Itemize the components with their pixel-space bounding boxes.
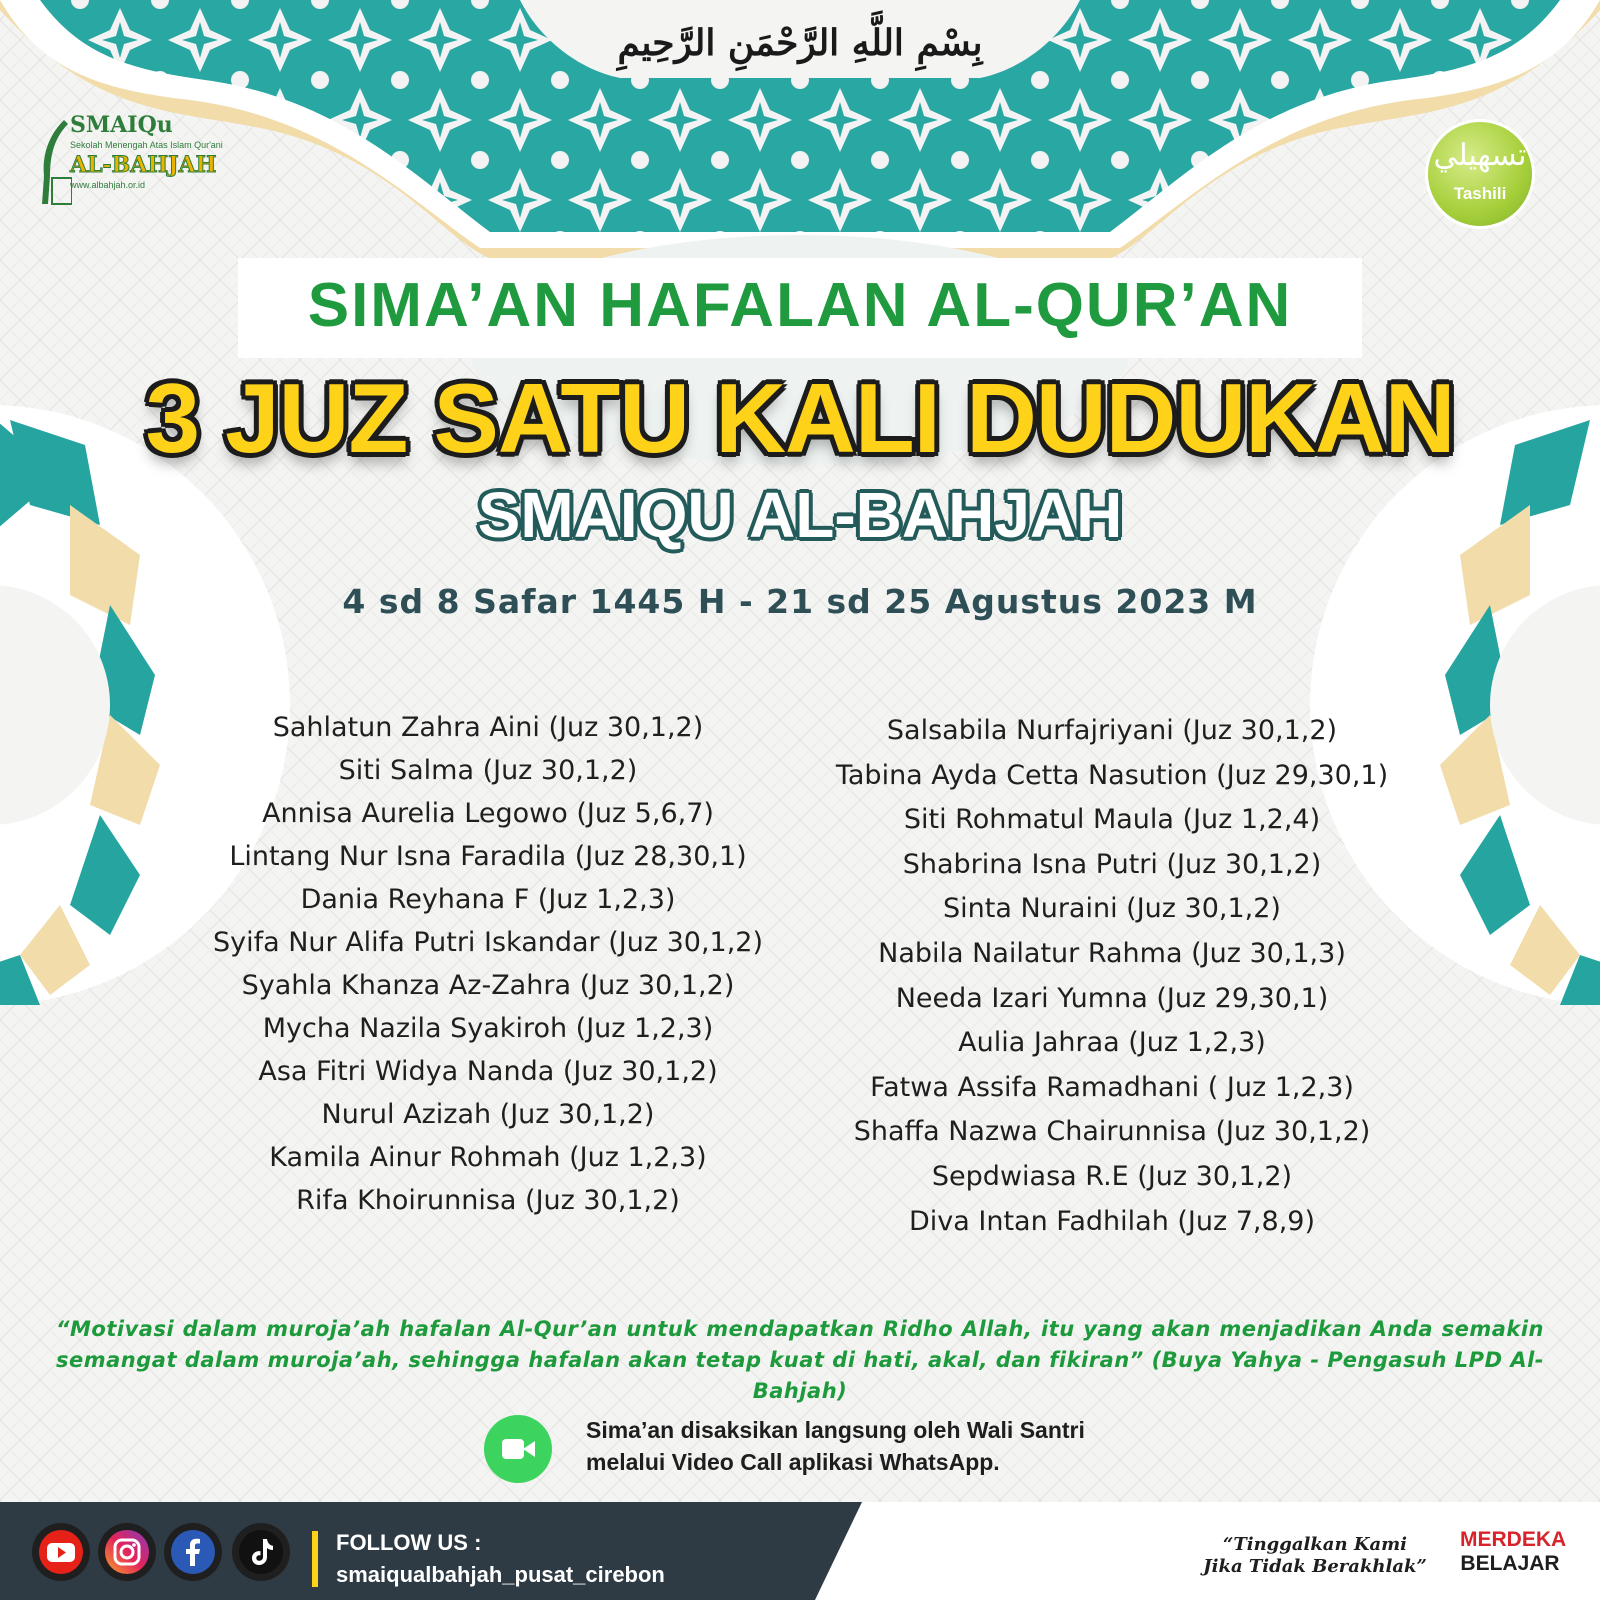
list-item: Siti Salma (Juz 30,1,2): [338, 755, 638, 786]
youtube-icon[interactable]: [32, 1523, 90, 1581]
merdeka-belajar-logo-line1: MERDEKA: [1460, 1528, 1567, 1551]
tashili-logo: [1428, 122, 1532, 226]
list-item: Kamila Ainur Rohmah (Juz 1,2,3): [269, 1142, 707, 1173]
list-item: Sahlatun Zahra Aini (Juz 30,1,2): [272, 712, 704, 743]
logo-text-website: www.albahjah.or.id: [70, 180, 146, 190]
list-item: Shaffa Nazwa Chairunnisa (Juz 30,1,2): [853, 1116, 1371, 1148]
merdeka-belajar-logo-line2: BELAJAR: [1460, 1552, 1560, 1575]
mosque-logo-icon: [38, 116, 72, 206]
names-list-left: [168, 706, 808, 1222]
list-item: Asa Fitri Widya Nanda (Juz 30,1,2): [258, 1056, 718, 1087]
title-3-juz: 3 JUZ SATU KALI DUDUKAN: [145, 363, 1455, 473]
footer-divider: [312, 1531, 318, 1587]
list-item: Dania Reyhana F (Juz 1,2,3): [300, 884, 676, 915]
facebook-icon[interactable]: [164, 1523, 222, 1581]
list-item: Shabrina Isna Putri (Juz 30,1,2): [902, 848, 1322, 880]
list-item: Annisa Aurelia Legowo (Juz 5,6,7): [262, 798, 714, 829]
title-school: SMAIQU AL-BAHJAH: [477, 479, 1123, 551]
smaiqu-logo: [38, 112, 228, 212]
list-item: Rifa Khoirunnisa (Juz 30,1,2): [296, 1185, 680, 1216]
logo-text-subtitle: Sekolah Menengah Atas Islam Qur'ani: [70, 140, 223, 150]
follow-us-label: FOLLOW US :: [336, 1530, 482, 1555]
video-call-icon: [484, 1415, 552, 1483]
motto-line2: Jika Tidak Berakhlak”: [1203, 1556, 1427, 1577]
school-motto: [1190, 1534, 1440, 1578]
list-item: Nurul Azizah (Juz 30,1,2): [321, 1099, 655, 1130]
list-item: Lintang Nur Isna Faradila (Juz 28,30,1): [229, 841, 747, 872]
list-item: Nabila Nailatur Rahma (Juz 30,1,3): [878, 937, 1346, 969]
list-item: Diva Intan Fadhilah (Juz 7,8,9): [909, 1205, 1315, 1237]
tiktok-icon[interactable]: [232, 1523, 290, 1581]
whatsapp-note: [586, 1414, 1146, 1478]
list-item: Fatwa Assifa Ramadhani ( Juz 1,2,3): [870, 1071, 1354, 1103]
list-item: Sepdwiasa R.E (Juz 30,1,2): [931, 1160, 1293, 1192]
social-handle[interactable]: smaiqualbahjah_pusat_cirebon: [336, 1562, 665, 1587]
whatsapp-note-line2: melalui Video Call aplikasi WhatsApp.: [586, 1449, 1000, 1475]
event-date: 4 sd 8 Safar 1445 H - 21 sd 25 Agustus 2023 M: [342, 582, 1258, 621]
list-item: Siti Rohmatul Maula (Juz 1,2,4): [903, 804, 1321, 836]
instagram-icon[interactable]: [98, 1523, 156, 1581]
list-item: Syifa Nur Alifa Putri Iskandar (Juz 30,1,2): [212, 927, 764, 958]
list-item: Mycha Nazila Syakiroh (Juz 1,2,3): [262, 1013, 714, 1044]
list-item: Syahla Khanza Az-Zahra (Juz 30,1,2): [241, 970, 735, 1001]
motto-line1: “Tinggalkan Kami: [1222, 1534, 1408, 1555]
list-item: Salsabila Nurfajriyani (Juz 30,1,2): [886, 715, 1338, 746]
list-item: Aulia Jahraa (Juz 1,2,3): [958, 1027, 1266, 1059]
names-list-right: [792, 709, 1432, 1244]
motivation-quote: “Motivasi dalam muroja’ah hafalan Al-Qur’an untuk mendapatkan Ridho Allah, itu yang akan menjadikan Anda semakin semangat dalam muroja’ah, sehingga hafalan akan tetap kuat di hati, akal, dan fikiran” (Buya Yahya - Pengasuh LPD Al-Bahjah): [56, 1317, 1544, 1403]
tashili-logo-arabic: تسهيلي: [1433, 138, 1527, 173]
list-item: Sinta Nuraini (Juz 30,1,2): [943, 893, 1281, 925]
title-simaan: SIMA’AN HAFALAN AL-QUR’AN: [307, 271, 1293, 340]
logo-text-smaiqu: SMAIQu: [70, 112, 173, 138]
list-item: Tabina Ayda Cetta Nasution (Juz 29,30,1): [835, 759, 1389, 791]
bismillah-calligraphy: بِسْمِ اللَّهِ الرَّحْمَنِ الرَّحِيمِ: [617, 22, 983, 64]
logo-text-albahjah: AL-BAHJAH: [70, 152, 217, 178]
tashili-logo-text: Tashili: [1453, 184, 1507, 203]
list-item: Needa Izari Yumna (Juz 29,30,1): [895, 982, 1329, 1014]
whatsapp-note-line1: Sima’an disaksikan langsung oleh Wali Santri: [586, 1417, 1085, 1443]
